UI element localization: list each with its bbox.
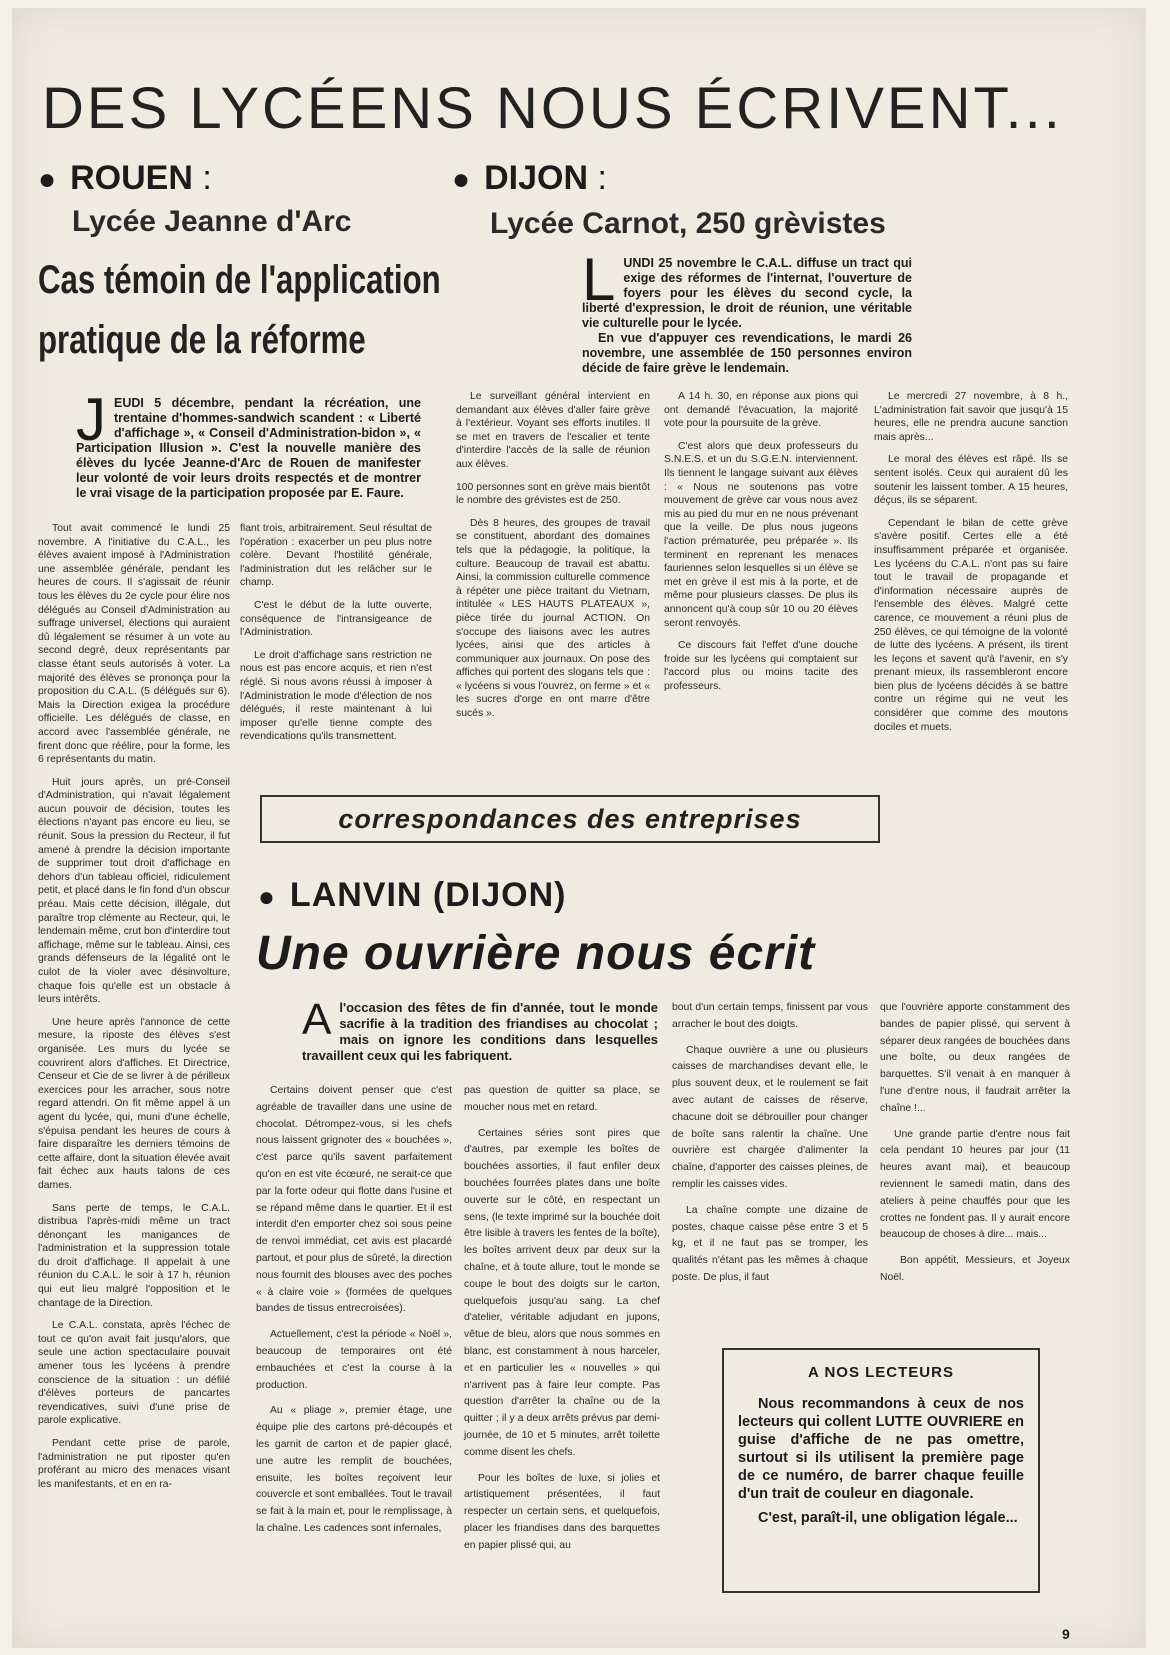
dropcap: A [302,995,332,1044]
page-title: DES LYCÉENS NOUS ÉCRIVENT... [42,76,1063,141]
dijon-school: Lycée Carnot, 250 grèvistes [490,207,886,240]
paragraph: bout d'un certain temps, finissent par vous arracher le bout des doigts. [672,1002,868,1030]
lanvin-title: Une ouvrière nous écrit [256,927,816,980]
paragraph: Certaines séries sont pires que d'autres, par exemple les boîtes de bouchées assorties, il faut enfiler deux bouchées fourrées plates dans une boîte ouverte sur le côté, en respectant un sens, (le texte imprimé sur la bouchée doit être lisible à travers les fentes de la boîte), les boîtes arrivent deux par deux sur la chaîne, et à toute allure, tout le monde se coupe le bout des doigts sur le carton, quelquefois jusqu'au sang. La chef d'atelier, véritable adjudant en jupons, vêtue de bleu, alors que nous sommes en blanc, est constamment à nous harceler, et en particulier les « nouvelles » qui n'arrivent pas à faire leur compte. Pas question d'arrêter la chaîne ou de la quitter ; il y a deux arrêts prévus par demi-journée, de 10 et 5 minutes, arrêt toilette comme disent les chefs. [464,1127,660,1458]
paragraph: Le mercredi 27 novembre, à 8 h., L'administration fait savoir que jusqu'à 15 heures, elle ne prendra aucune sanction mais après... [874,391,1068,443]
paragraph: 100 personnes sont en grève mais bientôt le nombre des grévistes est de 250. [456,481,650,507]
paragraph: Actuellement, c'est la période « Noël », beaucoup de temporaires ont été embauchées et c'est la course à la production. [256,1329,452,1391]
paragraph: C'est le début de la lutte ouverte, conséquence de l'intransigeance de l'Administration. [240,599,432,639]
bullet-icon: ● [452,163,471,196]
paragraph: Le moral des élèves est râpé. Ils se sentent isolés. Ceux qui auraient dû les soutenir les laissent tomber. A 15 heures, déçus, ils se séparent. [874,454,1068,507]
page-number: 9 [1062,1626,1070,1642]
lanvin-column-4 [880,1000,1070,1296]
dropcap: L [582,246,616,313]
readers-notice-box [722,1348,1040,1593]
paragraph: Pour les boîtes de luxe, si jolies et artistiquement présentées, il faut respecter un certain sens, et quelquefois, placer les friandises dans des barquettes en papier plissé qui, au [464,1472,660,1551]
lanvin-heading-text: LANVIN (DIJON) [289,876,567,914]
dropcap: J [76,386,106,453]
paragraph: Une heure après l'annonce de cette mesure, la riposte des élèves s'est organisée. Les murs du lycée se couvrirent alors d'affiches. Et Directrice, Censeur et Cie de se livrer à de périlleux exercices pour les arracher, sous notre regard attendri. On fit même appel à un agent du lycée, qui, muni d'une échelle, s'épuisa pendant les heures de cours à faire disparaître les derniers témoins de cette affaire, dont la situation élevée avait fait échec aux hauts talons de ces dames. [38,1016,230,1191]
paragraph: Cependant le bilan de cette grève s'avère positif. Certes elle a été insuffisamment préparée et organisée. Les lycéens du C.A.L. n'ont pas su faire tout le travail de propagande et d'information nécessaire auprès de l'ensemble des élèves. Malgré cette carence, ce mouvement a réuni plus de 250 élèves, ce qui témoigne de la volonté de lutte des lycéens. A présent, ils tirent les leçons et savent qu'à l'avenir, en s'y prenant mieux, ils rassembleront encore bien plus de lycéens décidés à se battre contre un régime qui ne veut les considérer que comme des moutons dociles et muets. [874,517,1068,733]
paragraph: Ce discours fait l'effet d'une douche froide sur les lycéens qui comptaient sur l'accord plus ou moins tacite des professeurs. [664,640,858,692]
dijon-heading [452,158,607,200]
rouen-city: ROUEN [70,159,193,197]
banner-text: correspondances des entreprises [338,803,802,834]
dijon-lead-text-2: En vue d'appuyer ces revendications, le mardi 26 novembre, une assemblée de 150 personnes environ décide de faire grève le lendemain. [582,331,912,375]
paragraph: Huit jours après, un pré-Conseil d'Administration, qui n'avait légalement aucun pouvoir de décision, toutes les élections n'ayant pas encore eu lieu, se réunit. Sous la pression du Recteur, il fut amené à prendre la décision importante de supprimer tout droit d'affichage en dehors d'un tableau officiel, ridiculement petit, et placé dans le fin fond d'un obscur préau. Mais cette décision, illégale, dut paraître trop clémente au Recteur, qui, le lendemain même, crut bon d'interdire tout affichage, même sur le tableau. Ainsi, ces grands défenseurs de la légalité ont le culot de la violer avec désinvolture, chaque fois qu'elle est un obstacle à leurs intérêts. [38,776,230,1006]
paragraph: Le surveillant général intervient en demandant aux élèves d'aller faire grève à l'extérieur. Voyant ses efforts inutiles. Il se met en travers de l'escalier et tente d'interdire l'accès de la salle de réunion aux élèves. [456,391,650,470]
dijon-column-2 [664,390,858,702]
bullet-icon: ● [38,163,57,196]
lanvin-heading [258,876,566,915]
lanvin-column-3 [672,1000,868,1296]
readers-notice-title: A NOS LECTEURS [808,1364,954,1381]
rouen-school: Lycée Jeanne d'Arc [72,205,352,238]
readers-notice-paragraph-1: Nous recommandons à ceux de nos lecteurs qui collent LUTTE OUVRIERE en guise d'affiche de ne pas omettre, surtout si ils utilisent la première page de ce numéro, de barrer chaque feuille d'un trait de couleur en diagonale. [738,1396,1024,1502]
rouen-headline-1: Cas témoin de l'application [38,258,441,302]
dijon-column-1 [456,390,650,730]
paragraph: que l'ouvrière apporte constamment des bandes de papier plissé, qui servent à séparer deux rangées de bouchées dans une boîte, ou deux rangées de barquettes. S'il venait à en manquer à l'une d'entre nous, il faudrait arrêter la chaîne !... [880,1002,1070,1114]
paragraph: Une grande partie d'entre nous fait cela pendant 10 heures par jour (11 heures avant mai), et beaucoup reviennent le samedi matin, dans des ateliers à peine chauffés pour que les crottes ne fondent pas. Il y aurait encore beaucoup de choses à dire... mais... [880,1128,1070,1241]
paragraph: C'est alors que deux professeurs du S.N.E.S. et un du S.G.E.N. interviennent. Ils tiennent le langage suivant aux élèves : « Nous ne soutenons pas votre mouvement de grève car vous nous avez mis au pied du mur en ne nous prévenant que la veille. De plus nous jugeons l'action prématurée, peu préparée ». Ils terminent en reprenant les menaces fauriennes selon lesquelles si un élève se met en grève il est mis à la porte, et de même pour plusieurs classes. De plus ils annoncent qu'à coup sûr 10 ou 20 élèves seront renvoyés. [664,440,858,629]
readers-notice-text [738,1395,1024,1527]
rouen-lead-text: EUDI 5 décembre, pendant la récréation, une trentaine d'hommes-sandwich scandent : « Liberté d'affichage », « Conseil d'Administration-bidon », « Participation Illusion ». C'est la nouvelle manière des élèves du lycée Jeanne-d'Arc de Rouen de manifester leur volonté de voir leurs droits respectés et de montrer le vrai visage de la participation proposée par E. Faure. [76,396,421,500]
paragraph: Dès 8 heures, des groupes de travail se constituent, abordant des domaines tels que la pédagogie, la politique, la culture. Beaucoup de travail est abattu. Ainsi, la commission culturelle commence à répéter une pièce traitant du Vietnam, intitulée « LES HAUTS PLATEAUX », pièce tirée du journal ACTION. On s'occupe des liaisons avec les autres lycées, ainsi que des articles à communiquer aux journaux. On pose des affiches qui portent des slogans tels que : « lycéens si vous l'ouvrez, on ferme » et « les sucres d'orge en ont marre d'être sucés ». [456,517,650,720]
lanvin-lead-text: l'occasion des fêtes de fin d'année, tout le monde sacrifie à la tradition des friandises au chocolat ; mais on ignore les conditions dans lesquelles travaillent ceux qui les fabriquent. [302,1000,658,1063]
colon: : [192,159,212,197]
paragraph: flant trois, arbitrairement. Seul résultat de l'opération : exacerber un peu plus notre colère. Devant l'hostilité générale, l'administration dut les relâcher sur le champ. [240,523,432,589]
lanvin-column-1 [256,1083,452,1547]
paragraph: Sans perte de temps, le C.A.L. distribua l'après-midi même un tract dénonçant les manigances de l'administration et la suppression totale du droit d'affichage. Il appelait à une réunion du C.A.L. le soir à 17 h, réunion qui eut lieu malgré l'opposition et le chantage de la Direction. [38,1202,230,1309]
paragraph: La chaîne compte une dizaine de postes, chaque caisse pèse entre 3 et 5 kg, et il ne faut pas se tromper, les qualités n'étant pas les mêmes à chaque poste. De plus, il faut [672,1204,868,1283]
rouen-column-1 [38,522,230,1500]
paragraph: Le C.A.L. constata, après l'échec de tout ce qu'on avait fait jusqu'alors, que seule une action spectaculaire pouvait amener tous les lycéens à prendre conscience de la situation : un défilé d'élèves porteurs de pancartes revendicatives, suivi d'une prise de parole explicative. [38,1320,230,1427]
paragraph: Le droit d'affichage sans restriction ne nous est pas encore acquis, et rien n'est réglé. Si nous avons réussi à imposer à l'Administration le mode d'élection de nos délégués, il reste maintenant à lui imposer qu'elle tienne compte des revendications qu'ils transmettent. [240,649,432,743]
bullet-icon: ● [258,881,276,912]
paragraph: Bon appétit, Messieurs, et Joyeux Noël. [880,1255,1070,1283]
paragraph: Certains doivent penser que c'est agréable de travailler dans une usine de chocolat. Détrompez-vous, si les chefs nous laissent grignoter des « bouchées », c'est parce qu'ils savent parfaitement qu'on en est vite écœuré, ne serait-ce que par la forte odeur qui flotte dans l'usine et se répand même dans le quartier. Et il est interdit d'en emporter chez soi sous peine de renvoi immédiat, cet avis est placardé partout, et pour plus de sûreté, la direction nous fournit des blouses avec des poches « à claire voie » (formées de quelques bandes de tissus entrecroisées). [256,1085,452,1315]
rouen-headline-2: pratique de la réforme [38,318,366,362]
readers-notice-paragraph-2: C'est, paraît-il, une obligation légale... [758,1510,1018,1526]
dijon-lead [582,246,912,376]
lanvin-column-2 [464,1083,660,1564]
dijon-column-3 [874,390,1068,743]
colon: : [588,159,607,197]
rouen-heading [38,158,212,200]
paragraph: Au « pliage », premier étage, une équipe plie des cartons pré-découpés et les garnit de carton et de papier glacé, une autre les remplit de bouchées, ensuite, les boîtes reçoivent leur couvercle et sont emballées. Tout le travail se fait à la main et, pour le remplissage, à la chaîne. Les cadences sont infernales, [256,1405,452,1534]
rouen-column-2 [240,522,432,753]
paragraph: Chaque ouvrière a une ou plusieurs caisses de marchandises devant elle, le plus souvent deux, et le roulement se fait avec autant de caisses de réserve, chacune doit se débrouiller pour changer de boîte sans ralentir la chaîne. Une ouvrière est chargée d'alimenter la chaîne, d'apporter des caisses pleines, de remplir les caisses vides. [672,1044,868,1190]
paragraph: A 14 h. 30, en réponse aux pions qui ont demandé l'évacuation, la majorité vote pour la poursuite de la grève. [664,391,858,430]
rouen-lead [76,386,421,501]
lanvin-lead [302,995,658,1064]
newspaper-page [12,8,1146,1648]
paragraph: pas question de quitter sa place, se moucher nous met en retard. [464,1085,660,1113]
dijon-lead-text: UNDI 25 novembre le C.A.L. diffuse un tract qui exige des réformes de l'internat, l'ouverture de foyers pour les élèves du second cycle, la liberté d'expression, le droit de réunion, une véritable vie culturelle pour le lycée. [582,256,912,330]
paragraph: Pendant cette prise de parole, l'administration ne put riposter qu'en proférant au micro des menaces visant les manifestants, et en en ra- [38,1438,230,1490]
dijon-city: DIJON [484,159,589,197]
paragraph: Tout avait commencé le lundi 25 novembre. A l'initiative du C.A.L., les élèves avaient imposé à l'Administration une assemblée générale, pendant les heures de cours. Il s'agissait de réunir tous les élèves du 2e cycle pour élire nos délégués au Conseil d'Administration au suffrage universel, élections qui auraient dû légalement se résumer à un vote au second degré, deux représentants par classe étant seuls autorisés à voter. La majorité des élèves se prononça pour la proposition du C.A.L. (5 délégués sur 6). Mais la Direction exigea la procédure officielle. Les délégués de classe, en accord avec l'assemblée générale, ne firent donc que réélire, pour la forme, les 6 représentants du matin. [38,523,230,766]
section-banner [260,795,880,843]
